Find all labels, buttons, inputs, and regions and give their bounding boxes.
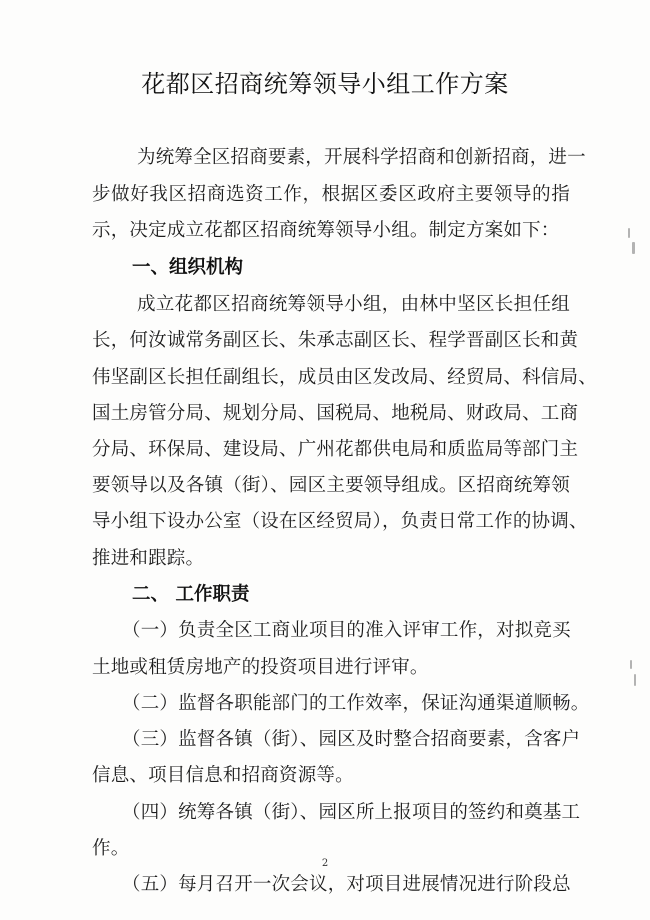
section1-line-2: 长，何汝诚常务副区长、朱承志副区长、程学晋副区长和黄 <box>92 330 579 351</box>
section1-line-6: 要领导以及各镇（街）、园区主要领导组成。区招商统筹领 <box>92 475 570 496</box>
intro-line-1: 为统筹全区招商要素，开展科学招商和创新招商，进一 <box>137 147 586 168</box>
scan-mark <box>630 660 632 669</box>
document-title: 花都区招商统筹领导小组工作方案 <box>141 70 509 98</box>
section2-line-7: 作。 <box>92 838 130 859</box>
section1-line-1: 成立花都区招商统筹领导小组，由林中坚区长担任组 <box>137 294 570 315</box>
section2-line-1: （一）负责全区工商业项目的准入评审工作，对拟竞买 <box>122 620 571 641</box>
section2-line-8: （五）每月召开一次会议，对项目进展情况进行阶段总 <box>122 874 571 895</box>
scan-mark <box>628 228 630 238</box>
section1-line-4: 国土房管分局、规划分局、国税局、地税局、财政局、工商 <box>92 403 579 424</box>
section1-line-8: 推进和跟踪。 <box>92 548 205 569</box>
section2-line-6: （四）统筹各镇（街）、园区所上报项目的签约和奠基工 <box>122 802 581 823</box>
section-heading-duties: 二、 工作职责 <box>132 584 250 605</box>
section2-line-4: （三）监督各镇（街）、园区及时整合招商要素，含客户 <box>122 729 581 750</box>
intro-line-2: 步做好我区招商选资工作，根据区委区政府主要领导的指 <box>92 184 570 205</box>
intro-line-3: 示，决定成立花都区招商统筹领导小组。制定方案如下： <box>92 220 560 241</box>
scan-mark <box>632 242 635 254</box>
section2-line-3: （二）监督各职能部门的工作效率，保证沟通渠道顺畅。 <box>122 693 590 714</box>
section-heading-organization: 一、组织机构 <box>132 257 244 278</box>
section1-line-3: 伟坚副区长担任副组长，成员由区发改局、经贸局、科信局、 <box>92 367 597 388</box>
section2-line-5: 信息、项目信息和招商资源等。 <box>92 765 354 786</box>
section1-line-5: 分局、环保局、建设局、广州花都供电局和质监局等部门主 <box>92 439 579 460</box>
page-number: 2 <box>321 858 329 869</box>
scan-mark <box>634 674 636 686</box>
section1-line-7: 导小组下设办公室（设在区经贸局），负责日常工作的协调、 <box>92 511 588 532</box>
section2-line-2: 土地或租赁房地产的投资项目进行评审。 <box>92 657 429 678</box>
